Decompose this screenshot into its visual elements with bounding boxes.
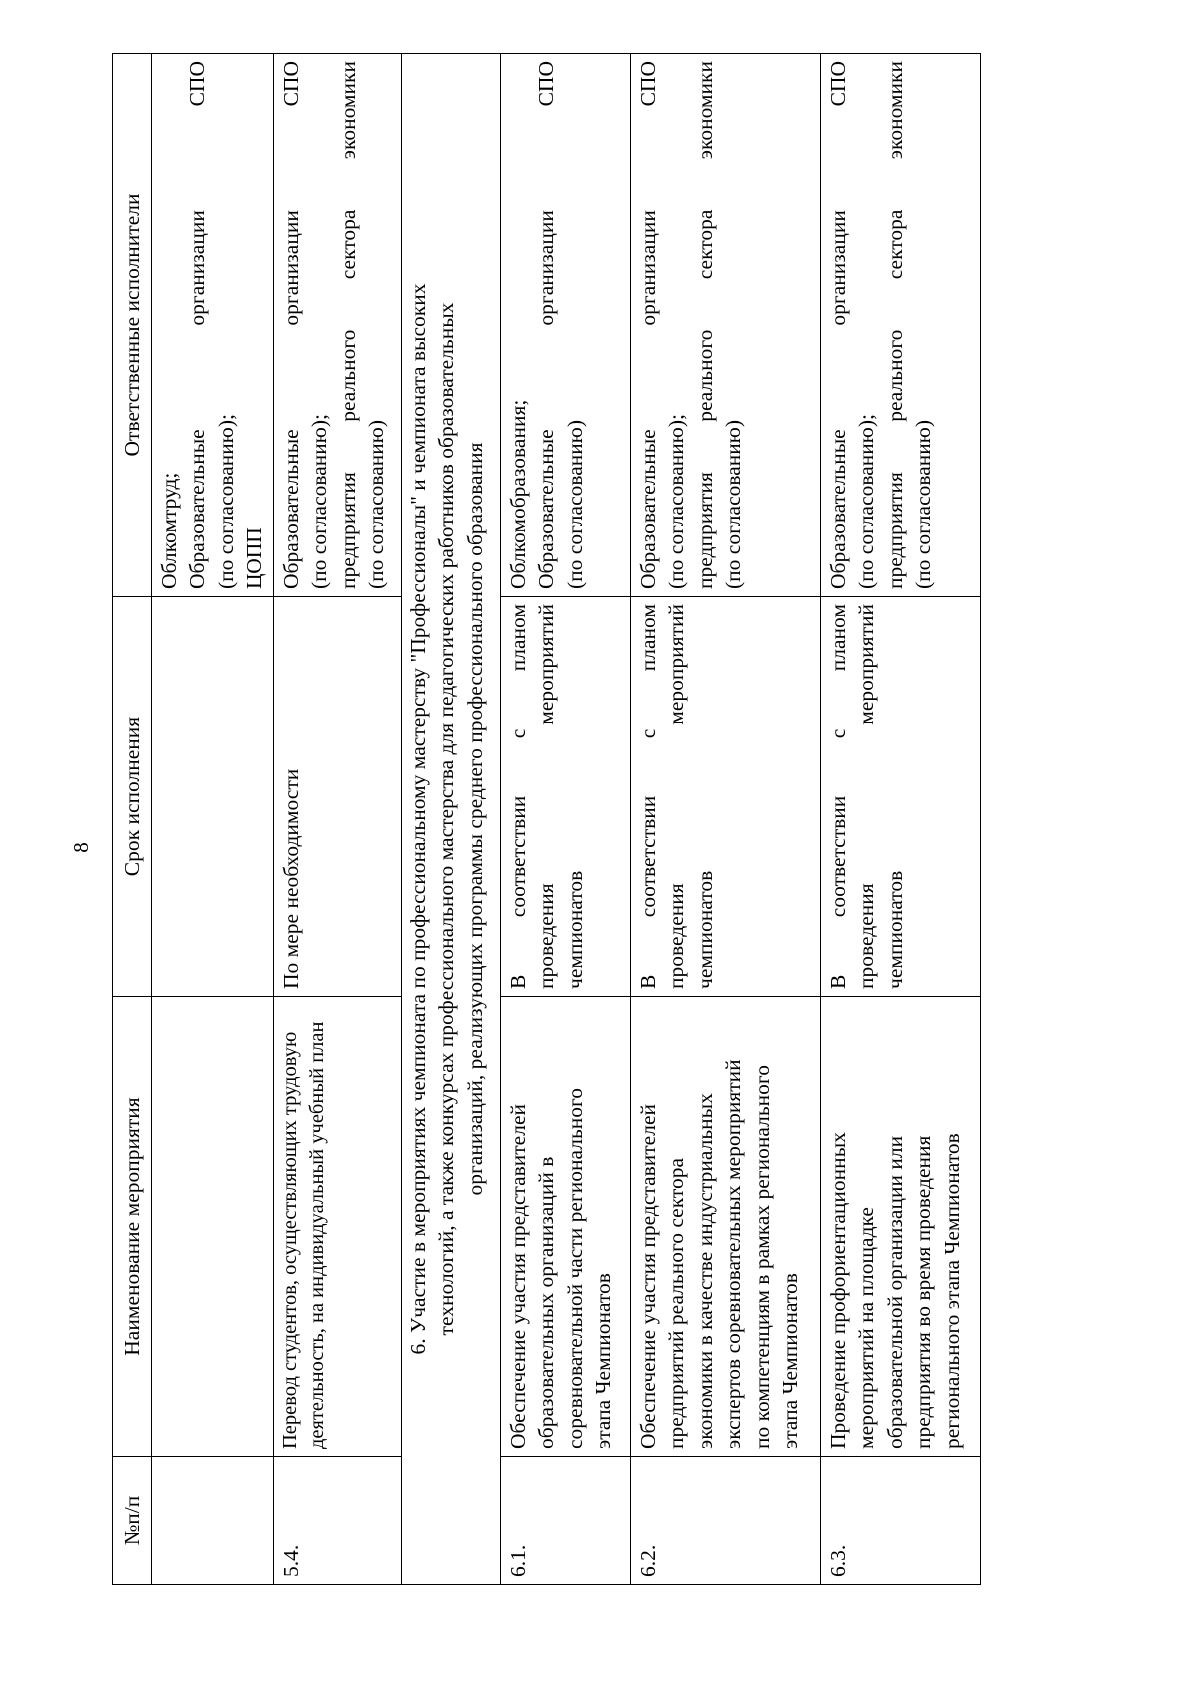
row-number: 5.4.	[274, 1457, 402, 1585]
responsible-line: Облкомобразования;	[506, 399, 530, 589]
deadline	[631, 597, 821, 997]
responsible-line: (по согласованию);	[213, 414, 238, 589]
deadline-line: В соответствии с планом	[506, 604, 530, 989]
responsible-line: (по согласованию);	[664, 414, 689, 589]
event-name-line: экспертов соревновательных мероприятий	[721, 1059, 746, 1449]
event-name	[274, 997, 402, 1457]
section-heading-line: технологий, а также конкурсах профессионального мастерства для педагогических работников образовательных	[434, 302, 459, 1336]
table-row	[821, 54, 981, 1585]
responsible-line: Образовательные организации СПО	[185, 61, 210, 589]
event-name-line: образовательной организации или	[882, 1135, 907, 1449]
section-6-heading	[402, 54, 501, 1585]
action-plan-table	[112, 53, 981, 1585]
responsible-line: Образовательные организации СПО	[279, 61, 303, 589]
responsible	[274, 54, 402, 597]
event-name-line: Обеспечение участия представителей	[506, 1104, 530, 1449]
event-name-line: экономики в качестве индустриальных	[692, 1093, 717, 1449]
deadline	[821, 597, 981, 997]
event-name-line: деятельность, на индивидуальный учебный план	[306, 1021, 329, 1449]
responsible-line: предприятия реального сектора экономики	[692, 61, 717, 589]
deadline-line: чемпионатов	[882, 870, 907, 989]
header-num: №п/п	[113, 1457, 152, 1585]
deadline-line: чемпионатов	[692, 870, 717, 989]
deadline	[152, 597, 274, 997]
section-heading-line: организаций, реализующих программы среднего профессионального образования	[462, 442, 487, 1196]
deadline	[501, 597, 631, 997]
event-name-line: Проведение профориентационных	[826, 1132, 850, 1449]
rotated-table-container	[112, 54, 1007, 1585]
responsible-line: (по согласованию)	[911, 419, 936, 589]
event-name-line: Перевод студентов, осуществляющих трудовую	[279, 1031, 301, 1449]
table-row	[501, 54, 631, 1585]
responsible	[152, 54, 274, 597]
event-name-line: соревновательной части регионального	[562, 1087, 587, 1449]
header-responsible: Ответственные исполнители	[113, 54, 152, 597]
event-name	[821, 997, 981, 1457]
responsible-line: предприятия реального сектора экономики	[335, 61, 360, 589]
page-number: 8	[68, 842, 93, 853]
responsible-line: Образовательные организации СПО	[826, 61, 850, 589]
row-number: 6.2.	[631, 1457, 821, 1585]
row-number	[152, 1457, 274, 1585]
responsible-line: (по согласованию)	[721, 419, 746, 589]
event-name-line: регионального этапа Чемпионатов	[939, 1133, 964, 1449]
event-name-line: предприятия во время проведения	[911, 1135, 936, 1449]
event-name	[152, 997, 274, 1457]
table-row	[274, 54, 402, 1585]
event-name-line: образовательных организаций в	[534, 1156, 559, 1449]
responsible-line: предприятия реального сектора экономики	[882, 61, 907, 589]
event-name-line: этапа Чемпионатов	[777, 1273, 802, 1449]
event-name-line: предприятий реального сектора	[664, 1157, 689, 1449]
table-header-row	[113, 54, 152, 1585]
responsible	[631, 54, 821, 597]
event-name	[631, 997, 821, 1457]
deadline-line: проведения мероприятий	[664, 604, 689, 989]
event-name-line: Обеспечение участия представителей	[636, 1104, 660, 1449]
row-number: 6.1.	[501, 1457, 631, 1585]
responsible	[501, 54, 631, 597]
responsible	[821, 54, 981, 597]
responsible-line: Образовательные организации СПО	[636, 61, 660, 589]
header-deadline: Срок исполнения	[113, 597, 152, 997]
section-heading-row	[402, 54, 501, 1585]
event-name-line: этапа Чемпионатов	[591, 1273, 616, 1449]
deadline-line: По мере необходимости	[279, 768, 303, 989]
table-row	[631, 54, 821, 1585]
deadline-line: проведения мероприятий	[854, 604, 879, 989]
responsible-line: ЦОПП	[242, 527, 267, 589]
responsible-line: Облкомтруд;	[157, 472, 181, 589]
responsible-line: (по согласованию);	[307, 414, 332, 589]
responsible-line: (по согласованию)	[364, 419, 389, 589]
deadline	[274, 597, 402, 997]
event-name-line: мероприятий на площадке	[854, 1207, 879, 1449]
table-row	[152, 54, 274, 1585]
header-name: Наименование мероприятия	[113, 997, 152, 1457]
responsible-line: Образовательные организации СПО	[534, 61, 559, 589]
deadline-line: проведения мероприятий	[534, 604, 559, 989]
event-name	[501, 997, 631, 1457]
event-name-line: по компетенциям в рамках регионального	[749, 1065, 774, 1449]
deadline-line: В соответствии с планом	[826, 604, 850, 989]
row-number: 6.3.	[821, 1457, 981, 1585]
responsible-line: (по согласованию);	[854, 414, 879, 589]
deadline-line: В соответствии с планом	[636, 604, 660, 989]
responsible-line: (по согласованию)	[562, 419, 587, 589]
deadline-line: чемпионатов	[562, 870, 587, 989]
section-heading-line: 6. Участие в мероприятиях чемпионата по профессиональному мастерству "Профессионалы" и чемпионата высоких	[406, 283, 430, 1355]
